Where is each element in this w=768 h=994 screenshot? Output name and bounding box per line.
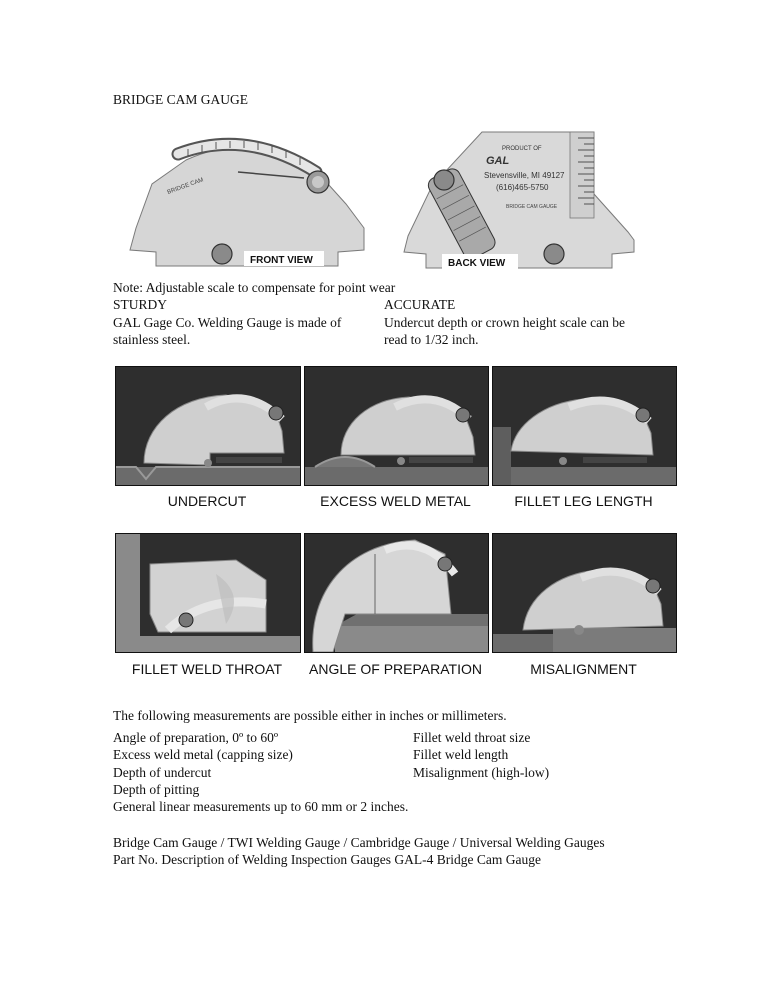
feature-heading-sturdy: STURDY	[113, 297, 168, 312]
feature-text-accurate-line2: read to 1/32 inch.	[384, 332, 479, 347]
photo-undercut	[115, 366, 301, 486]
caption-angle-of-preparation: ANGLE OF PREPARATION	[309, 661, 482, 677]
caption-fillet-weld-throat: FILLET WELD THROAT	[131, 661, 283, 677]
measurement-item: Fillet weld throat size	[413, 730, 531, 745]
measurement-item: Depth of undercut	[113, 765, 212, 780]
caption-fillet-leg-length: FILLET LEG LENGTH	[514, 493, 653, 509]
photo-angle-of-preparation	[304, 533, 489, 653]
measurement-item: Misalignment (high-low)	[413, 765, 550, 780]
feature-text-sturdy-line1: GAL Gage Co. Welding Gauge is made of	[113, 315, 342, 330]
back-text-product-name: BRIDGE CAM GAUGE	[506, 204, 558, 210]
measurement-item: Excess weld metal (capping size)	[113, 747, 293, 762]
footer-line: Bridge Cam Gauge / TWI Welding Gauge / Cambridge Gauge / Universal Welding Gauges	[113, 835, 605, 850]
back-view-label: BACK VIEW	[448, 258, 506, 269]
photo-fillet-leg-length	[492, 366, 677, 486]
back-text-phone: (616)465-5750	[496, 183, 549, 192]
measurement-item: Depth of pitting	[113, 782, 200, 797]
photo-excess-weld-metal	[304, 366, 489, 486]
measurements-intro: The following measurements are possible either in inches or millimeters.	[113, 708, 507, 723]
feature-text-sturdy-line2: stainless steel.	[113, 332, 191, 347]
footer-line: Part No. Description of Welding Inspection Gauges GAL-4 Bridge Cam Gauge	[113, 852, 541, 867]
back-view-image	[402, 128, 636, 274]
caption-misalignment: MISALIGNMENT	[530, 661, 637, 677]
front-view-image	[126, 132, 366, 272]
front-view-label: FRONT VIEW	[250, 255, 313, 266]
svg-text:BRIDGE CAM: BRIDGE CAM	[166, 177, 205, 196]
feature-heading-accurate: ACCURATE	[384, 297, 456, 312]
measurement-item: General linear measurements up to 60 mm or 2 inches.	[113, 799, 409, 814]
feature-text-accurate-line1: Undercut depth or crown height scale can be	[384, 315, 626, 330]
measurement-item: Angle of preparation, 0º to 60º	[113, 730, 279, 745]
caption-excess-weld-metal: EXCESS WELD METAL	[320, 493, 471, 509]
back-text-product: PRODUCT OF	[502, 146, 542, 152]
page-title: BRIDGE CAM GAUGE	[113, 92, 248, 107]
photo-misalignment	[492, 533, 677, 653]
back-text-address: Stevensville, MI 49127	[484, 171, 565, 180]
caption-undercut: UNDERCUT	[167, 493, 247, 509]
measurement-item: Fillet weld length	[413, 747, 509, 762]
note-text: Note: Adjustable scale to compensate for point wear	[113, 280, 396, 295]
gal-logo: GAL	[486, 155, 510, 167]
photo-fillet-weld-throat	[115, 533, 301, 653]
